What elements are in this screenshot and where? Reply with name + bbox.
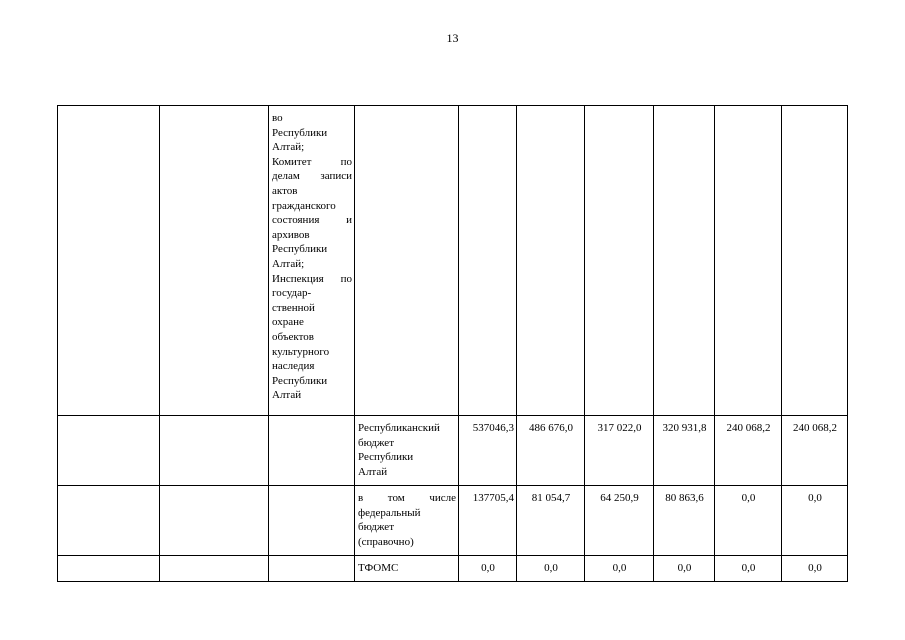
funding-source-line: ТФОМС [358,562,399,574]
executor-line: состояния и [272,214,352,227]
executor-line: объектов [272,330,314,343]
value-cell: 0,0 [517,556,585,582]
table-cell [58,486,160,556]
funding-source-line: Республиканский [358,422,440,434]
executor-line: Алтай; [272,141,305,154]
executor-line: Комитет по [272,155,352,168]
funding-source-cell [355,486,459,556]
table-row [58,486,848,556]
executor-line: ственной [272,301,315,314]
table-cell [160,106,269,416]
executor-line: наследия [272,360,315,373]
table-cell [715,106,782,416]
executor-line: Республики [272,126,328,139]
value-cell: 0,0 [459,556,517,582]
value-cell: 81 054,7 [517,486,585,556]
executor-line: Республики [272,243,328,256]
table-cell [58,556,160,582]
table-cell [58,106,160,416]
value-cell: 537046,3 [459,416,517,486]
executor-line: Алтай; [272,257,305,270]
value-cell: 240 068,2 [715,416,782,486]
executor-line: государ- [272,287,312,300]
table-cell [269,556,355,582]
value-cell: 0,0 [585,556,654,582]
value-cell: 317 022,0 [585,416,654,486]
executor-line: культурного [272,345,330,358]
executor-line: Республики [272,374,328,387]
table-cell [58,416,160,486]
table-cell [517,106,585,416]
executor-line: Инспекция по [272,272,352,285]
table-cell [160,556,269,582]
executor-line: Алтай [272,389,302,402]
executor-line: гражданского [272,199,336,212]
funding-source-line: Алтай [358,465,388,478]
funding-source-line: федеральный [358,506,421,519]
value-cell: 0,0 [654,556,715,582]
budget-table [57,105,848,582]
value-cell: 80 863,6 [654,486,715,556]
value-cell: 0,0 [782,486,848,556]
funding-source-line: бюджет [358,436,394,449]
table-cell [269,416,355,486]
value-cell: 137705,4 [459,486,517,556]
executor-line: во [272,112,283,124]
table-cell [160,486,269,556]
funding-source-cell [355,556,459,582]
value-cell: 0,0 [782,556,848,582]
value-cell: 486 676,0 [517,416,585,486]
executor-line: делам записи [272,170,352,183]
table-row [58,556,848,582]
table-row [58,416,848,486]
value-cell: 0,0 [715,486,782,556]
executor-line: архивов [272,228,310,241]
table-cell [269,486,355,556]
funding-source-line: (справочно) [358,535,414,548]
value-cell: 64 250,9 [585,486,654,556]
executor-line: охране [272,316,304,329]
table-cell [459,106,517,416]
page-number: 13 [446,31,459,45]
value-cell: 0,0 [715,556,782,582]
funding-source-cell [355,416,459,486]
table-cell [782,106,848,416]
value-cell: 320 931,8 [654,416,715,486]
executor-line: актов [272,184,298,197]
value-cell: 240 068,2 [782,416,848,486]
table-cell [355,106,459,416]
table-cell [654,106,715,416]
funding-source-line: Республики [358,451,414,464]
table-cell [585,106,654,416]
funding-source-line: в том числе [358,492,456,504]
table-cell [160,416,269,486]
funding-source-line: бюджет [358,521,394,534]
table-row [58,106,848,416]
executor-cell [269,106,355,416]
